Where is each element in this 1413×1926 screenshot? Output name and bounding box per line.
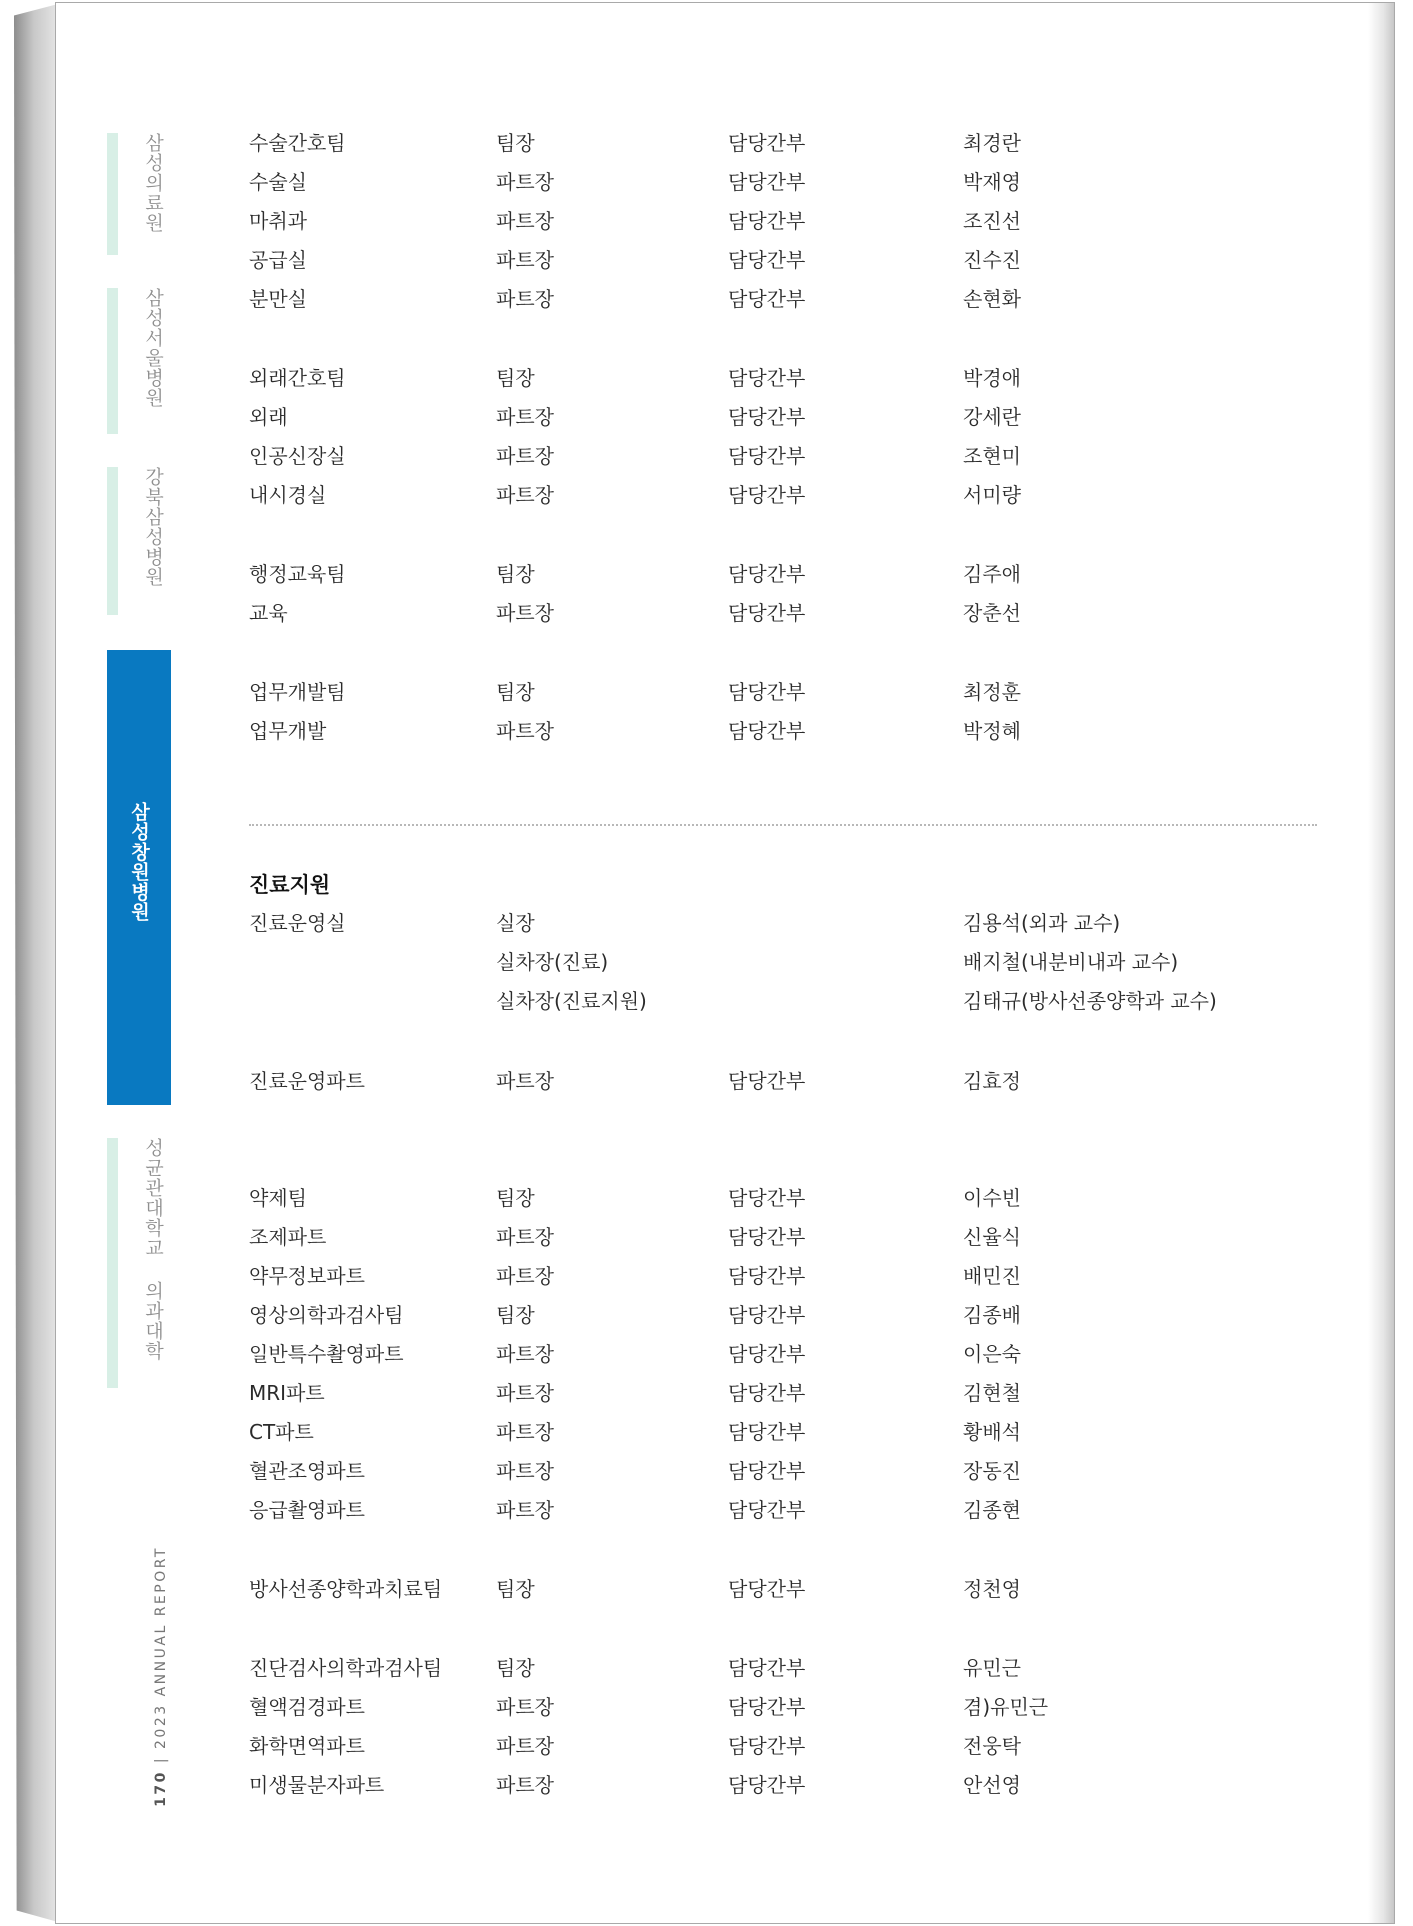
role-cell: 담당간부: [728, 719, 806, 743]
position-cell: 파트장: [496, 248, 554, 272]
role-cell: 담당간부: [728, 1420, 806, 1444]
role-cell: 담당간부: [728, 405, 806, 429]
department-cell: 응급촬영파트: [249, 1498, 365, 1522]
role-cell: 담당간부: [728, 1498, 806, 1522]
role-cell: 담당간부: [728, 209, 806, 233]
department-cell: 영상의학과검사팀: [249, 1303, 404, 1327]
section-divider: [249, 824, 1317, 826]
sidebar-tab-samsung-seoul-hospital[interactable]: [107, 288, 171, 434]
department-cell: 진단검사의학과검사팀: [249, 1656, 443, 1680]
role-cell: 담당간부: [728, 1303, 806, 1327]
position-cell: 팀장: [496, 1186, 535, 1210]
role-cell: 담당간부: [728, 366, 806, 390]
position-cell: 파트장: [496, 1069, 554, 1093]
role-cell: 담당간부: [728, 1225, 806, 1249]
position-cell: 파트장: [496, 1734, 554, 1758]
sidebar-tab-samsung-changwon-hospital[interactable]: [107, 650, 171, 1105]
department-cell: 화학면역파트: [249, 1734, 365, 1758]
role-cell: 담당간부: [728, 1459, 806, 1483]
name-cell: 박정혜: [963, 719, 1021, 743]
section-title: 진료지원: [249, 873, 331, 897]
role-cell: 담당간부: [728, 131, 806, 155]
department-cell: CT파트: [249, 1420, 314, 1444]
name-cell: 진수진: [963, 248, 1021, 272]
name-cell: 배지철(내분비내과 교수): [963, 950, 1179, 974]
department-cell: 진료운영파트: [249, 1069, 365, 1093]
name-cell: 김종현: [963, 1498, 1021, 1522]
role-cell: 담당간부: [728, 680, 806, 704]
name-cell: 김현철: [963, 1381, 1021, 1405]
position-cell: 파트장: [496, 209, 554, 233]
book-spine-edge: [14, 4, 58, 1922]
position-cell: 파트장: [496, 287, 554, 311]
name-cell: 안선영: [963, 1773, 1021, 1797]
position-cell: 파트장: [496, 1459, 554, 1483]
name-cell: 이수빈: [963, 1186, 1021, 1210]
department-cell: 분만실: [249, 287, 307, 311]
name-cell: 김효정: [963, 1069, 1021, 1093]
department-cell: 수술실: [249, 170, 307, 194]
position-cell: 팀장: [496, 1656, 535, 1680]
position-cell: 파트장: [496, 1420, 554, 1444]
name-cell: 배민진: [963, 1264, 1021, 1288]
position-cell: 파트장: [496, 405, 554, 429]
department-cell: 약제팀: [249, 1186, 307, 1210]
position-cell: 파트장: [496, 1342, 554, 1366]
role-cell: 담당간부: [728, 601, 806, 625]
position-cell: 팀장: [496, 680, 535, 704]
role-cell: 담당간부: [728, 1734, 806, 1758]
position-cell: 파트장: [496, 1225, 554, 1249]
position-cell: 파트장: [496, 444, 554, 468]
position-cell: 팀장: [496, 366, 535, 390]
department-cell: 미생물분자파트: [249, 1773, 385, 1797]
tab-indicator-bar: [107, 467, 118, 615]
position-cell: 파트장: [496, 170, 554, 194]
role-cell: 담당간부: [728, 1773, 806, 1797]
role-cell: 담당간부: [728, 1577, 806, 1601]
position-cell: 파트장: [496, 1381, 554, 1405]
name-cell: 장춘선: [963, 601, 1021, 625]
department-cell: 외래: [249, 405, 288, 429]
tab-label: 삼성의료원: [142, 133, 164, 233]
page-footer: [154, 1546, 168, 1807]
position-cell: 실차장(진료지원): [496, 989, 647, 1013]
department-cell: 인공신장실: [249, 444, 346, 468]
role-cell: 담당간부: [728, 562, 806, 586]
position-cell: 팀장: [496, 1577, 535, 1601]
name-cell: 손현화: [963, 287, 1021, 311]
name-cell: 김종배: [963, 1303, 1021, 1327]
department-cell: 내시경실: [249, 483, 327, 507]
role-cell: 담당간부: [728, 1695, 806, 1719]
position-cell: 파트장: [496, 719, 554, 743]
name-cell: 조현미: [963, 444, 1021, 468]
position-cell: 파트장: [496, 1773, 554, 1797]
department-cell: 행정교육팀: [249, 562, 346, 586]
position-cell: 파트장: [496, 1695, 554, 1719]
role-cell: 담당간부: [728, 483, 806, 507]
role-cell: 담당간부: [728, 1264, 806, 1288]
role-cell: 담당간부: [728, 1069, 806, 1093]
department-cell: 수술간호팀: [249, 131, 346, 155]
name-cell: 정천영: [963, 1577, 1021, 1601]
role-cell: 담당간부: [728, 1656, 806, 1680]
name-cell: 황배석: [963, 1420, 1021, 1444]
role-cell: 담당간부: [728, 444, 806, 468]
position-cell: 파트장: [496, 1498, 554, 1522]
name-cell: 전웅탁: [963, 1734, 1021, 1758]
name-cell: 신율식: [963, 1225, 1021, 1249]
position-cell: 팀장: [496, 562, 535, 586]
department-cell: 진료운영실: [249, 911, 346, 935]
position-cell: 팀장: [496, 1303, 535, 1327]
name-cell: 겸)유민근: [963, 1695, 1049, 1719]
department-cell: 공급실: [249, 248, 307, 272]
department-cell: 교육: [249, 601, 288, 625]
position-cell: 파트장: [496, 1264, 554, 1288]
role-cell: 담당간부: [728, 1186, 806, 1210]
department-cell: 조제파트: [249, 1225, 327, 1249]
department-cell: 업무개발팀: [249, 680, 346, 704]
name-cell: 박경애: [963, 366, 1021, 390]
tab-indicator-bar: [107, 1138, 118, 1388]
name-cell: 최정훈: [963, 680, 1021, 704]
position-cell: 실차장(진료): [496, 950, 609, 974]
department-cell: 업무개발: [249, 719, 327, 743]
tab-indicator-bar: [107, 133, 118, 255]
page-shadow: [1368, 3, 1394, 1923]
tab-label: 삼성서울병원: [142, 288, 164, 408]
tab-label: 성균관대학교 의과대학: [142, 1138, 164, 1361]
tab-indicator-bar: [107, 288, 118, 434]
name-cell: 장동진: [963, 1459, 1021, 1483]
name-cell: 강세란: [963, 405, 1021, 429]
name-cell: 이은숙: [963, 1342, 1021, 1366]
department-cell: 방사선종양학과치료팀: [249, 1577, 443, 1601]
position-cell: 실장: [496, 911, 535, 935]
name-cell: 김주애: [963, 562, 1021, 586]
department-cell: 혈액검경파트: [249, 1695, 365, 1719]
footer-separator: |: [153, 1755, 169, 1764]
name-cell: 최경란: [963, 131, 1021, 155]
department-cell: 마취과: [249, 209, 307, 233]
department-cell: 일반특수촬영파트: [249, 1342, 404, 1366]
position-cell: 파트장: [496, 483, 554, 507]
name-cell: 조진선: [963, 209, 1021, 233]
name-cell: 김태규(방사선종양학과 교수): [963, 989, 1217, 1013]
role-cell: 담당간부: [728, 170, 806, 194]
footer-text: 2023 ANNUAL REPORT: [153, 1546, 169, 1749]
name-cell: 김용석(외과 교수): [963, 911, 1121, 935]
position-cell: 팀장: [496, 131, 535, 155]
sidebar-tab-samsung-medical-center[interactable]: [107, 133, 171, 255]
sidebar-tab-skku-medicine[interactable]: [107, 1138, 171, 1388]
name-cell: 유민근: [963, 1656, 1021, 1680]
tab-label: 삼성창원병원: [128, 802, 150, 922]
role-cell: 담당간부: [728, 1381, 806, 1405]
department-cell: MRI파트: [249, 1381, 325, 1405]
name-cell: 서미량: [963, 483, 1021, 507]
tab-label: 강북삼성병원: [142, 467, 164, 587]
sidebar-tab-kangbuk-samsung-hospital[interactable]: [107, 467, 171, 615]
position-cell: 파트장: [496, 601, 554, 625]
role-cell: 담당간부: [728, 287, 806, 311]
role-cell: 담당간부: [728, 248, 806, 272]
role-cell: 담당간부: [728, 1342, 806, 1366]
name-cell: 박재영: [963, 170, 1021, 194]
department-cell: 약무정보파트: [249, 1264, 365, 1288]
page-number: 170: [153, 1770, 169, 1807]
department-cell: 혈관조영파트: [249, 1459, 365, 1483]
department-cell: 외래간호팀: [249, 366, 346, 390]
